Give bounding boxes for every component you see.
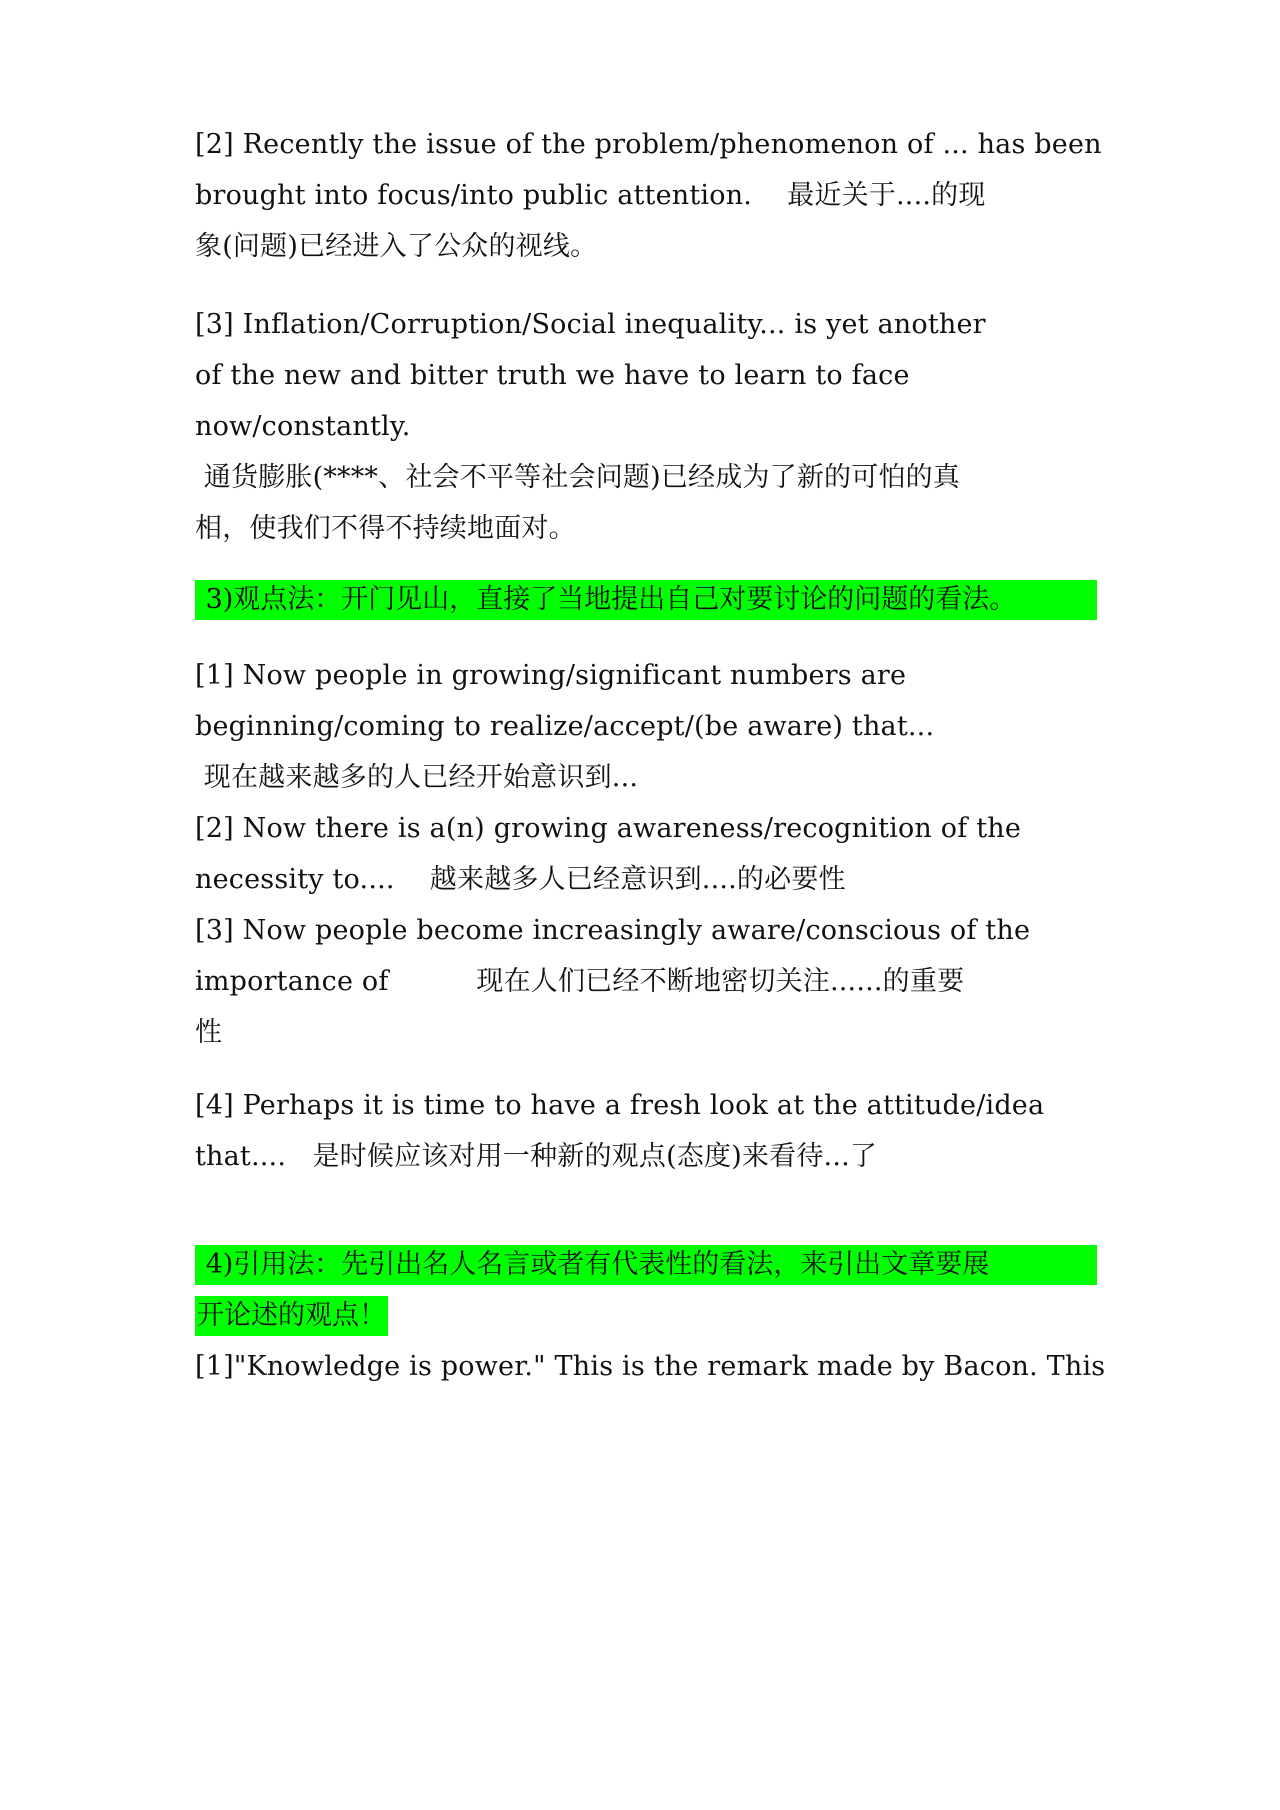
- section-heading-3: 3)观点法：开门见山，直接了当地提出自己对要讨论的问题的看法。: [195, 580, 1097, 620]
- section-heading-4-line-2: 开论述的观点！: [195, 1296, 388, 1336]
- item-4b-line-1: [4] Perhaps it is time to have a fresh look at the attitude/idea: [195, 1090, 1045, 1121]
- item-3-line-4: 通货膨胀(****、社会不平等社会问题)已经成为了新的可怕的真: [195, 462, 961, 493]
- item-3b-line-2: importance of 现在人们已经不断地密切关注......的重要: [195, 966, 965, 997]
- item-1-line-1: [1] Now people in growing/significant numbers are: [195, 660, 907, 691]
- item-3-line-3: now/constantly.: [195, 411, 411, 442]
- item-1-line-3: 现在越来越多的人已经开始意识到...: [195, 762, 639, 793]
- section-heading-4-line-1: 4)引用法：先引出名人名言或者有代表性的看法，来引出文章要展: [195, 1245, 1097, 1285]
- item-3b-line-1: [3] Now people become increasingly aware/conscious of the: [195, 915, 1031, 946]
- item-3-line-1: [3] Inflation/Corruption/Social inequality... is yet another: [195, 309, 986, 340]
- item-1-line-2: beginning/coming to realize/accept/(be aware) that...: [195, 711, 935, 742]
- item-3b-line-3: 性: [195, 1017, 223, 1048]
- item-2b-line-2: necessity to.... 越来越多人已经意识到....的必要性: [195, 864, 846, 895]
- item-2-line-3: 象(问题)已经进入了公众的视线。: [195, 231, 598, 262]
- item-4b-line-2: that.... 是时候应该对用一种新的观点(态度)来看待...了: [195, 1141, 878, 1172]
- item-2-line-2: brought into focus/into public attention. 最近关于....的现: [195, 180, 986, 211]
- quote-item-1-line-1: [1]"Knowledge is power." This is the remark made by Bacon. This: [195, 1351, 1106, 1382]
- item-3-line-5: 相，使我们不得不持续地面对。: [195, 513, 576, 544]
- item-2-line-1: [2] Recently the issue of the problem/phenomenon of ... has been: [195, 129, 1102, 160]
- item-3-line-2: of the new and bitter truth we have to learn to face: [195, 360, 910, 391]
- item-2b-line-1: [2] Now there is a(n) growing awareness/recognition of the: [195, 813, 1022, 844]
